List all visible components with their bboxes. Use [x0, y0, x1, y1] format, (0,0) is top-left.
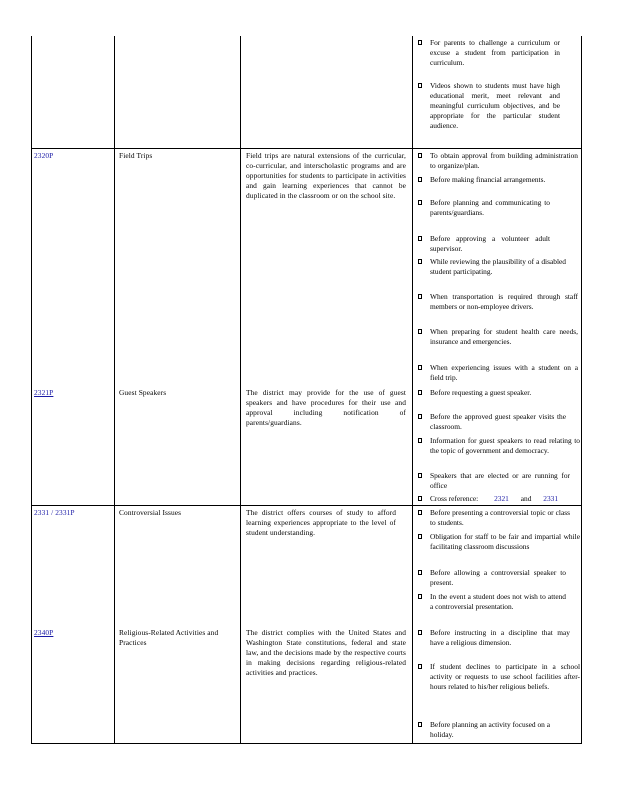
checkbox-bullet-icon: [418, 259, 422, 264]
checkbox-bullet-icon: [418, 414, 422, 419]
cross-reference-link[interactable]: 2321: [494, 494, 509, 503]
list-item: Before presenting a controversial topic or class to students.: [418, 508, 578, 528]
policy-code[interactable]: 2320P: [34, 151, 54, 160]
list-item: Before the approved guest speaker visits the classroom.: [418, 412, 578, 432]
list-item: Videos shown to students must have high educational merit, meet relevant and meaningful curriculum objectives, and be appropriate for the particular student audience.: [418, 81, 558, 145]
checkbox-bullet-icon: [418, 594, 422, 599]
checkbox-bullet-icon: [418, 200, 422, 205]
checkbox-bullet-icon: [418, 294, 422, 299]
checkbox-bullet-icon: [418, 473, 422, 478]
column-divider: [412, 36, 413, 744]
list-item: Before allowing a controversial speaker to present.: [418, 568, 578, 588]
cross-reference-link[interactable]: 2331: [543, 494, 559, 503]
row-divider: [31, 743, 582, 744]
column-divider: [114, 36, 115, 744]
checkbox-bullet-icon: [418, 664, 422, 669]
list-item: In the event a student does not wish to attend a controversial presentation.: [418, 592, 578, 622]
cross-reference-and: and: [520, 494, 532, 503]
cross-reference: [418, 494, 578, 504]
row-divider: [31, 148, 582, 149]
policy-description: Field trips are natural extensions of the curricular, co-curricular, and interscholastic programs and are opportunities for students to participate in activities and gain learning experiences that cannot be duplicated in the classroom or on the school site.: [246, 151, 406, 200]
checkbox-bullet-icon: [418, 534, 422, 539]
policy-title: Field Trips: [119, 151, 153, 160]
list-item: Information for guest speakers to read relating to the topic of government and democracy.: [418, 436, 578, 466]
policy-code-link[interactable]: 2321P: [34, 388, 54, 397]
list-item: Before planning an activity focused on a holiday.: [418, 720, 578, 740]
checkbox-bullet-icon: [418, 510, 422, 515]
checkbox-bullet-icon: [418, 365, 422, 370]
checkbox-bullet-icon: [418, 83, 422, 88]
list-item: When preparing for student health care needs, insurance and emergencies.: [418, 327, 578, 357]
list-item: When experiencing issues with a student on a field trip.: [418, 363, 578, 383]
cross-reference-label: Cross reference:: [430, 494, 479, 503]
list-item: Speakers that are elected or are running for office: [418, 471, 578, 491]
policy-description: The district may provide for the use of guest speakers and have procedures for their use and approval including notification of parents/guardians.: [246, 388, 406, 427]
policy-code-link[interactable]: 2340P: [34, 628, 54, 637]
list-item: Before requesting a guest speaker.: [418, 388, 578, 408]
checkbox-bullet-icon: [418, 329, 422, 334]
checkbox-bullet-icon: [418, 496, 422, 501]
list-item: While reviewing the plausibility of a disabled student participating.: [418, 257, 578, 287]
checkbox-bullet-icon: [418, 570, 422, 575]
policy-title: Guest Speakers: [119, 388, 167, 397]
checkbox-bullet-icon: [418, 153, 422, 158]
list-item: Before approving a volunteer adult supervisor.: [418, 234, 578, 254]
checkbox-bullet-icon: [418, 40, 422, 45]
checkbox-bullet-icon: [418, 390, 422, 395]
policy-title: Religious-Related Activities and Practices: [119, 628, 219, 647]
checkbox-bullet-icon: [418, 722, 422, 727]
list-item: Obligation for staff to be fair and impartial while facilitating classroom discussions: [418, 532, 578, 562]
row-divider: [31, 505, 582, 506]
policy-title: Controversial Issues: [119, 508, 182, 517]
list-item: Before making financial arrangements.: [418, 175, 578, 195]
checkbox-bullet-icon: [418, 630, 422, 635]
checkbox-bullet-icon: [418, 177, 422, 182]
checkbox-bullet-icon: [418, 236, 422, 241]
policy-description: The district offers courses of study to afford learning experiences appropriate to the level of student understanding.: [246, 508, 396, 537]
column-divider: [31, 36, 32, 744]
list-item: If student declines to participate in a school activity or requests to use school facilities after-hours related to his/her religious beliefs.: [418, 662, 578, 718]
list-item: To obtain approval from building administration to organize/plan.: [418, 151, 578, 171]
list-item: Before planning and communicating to parents/guardians.: [418, 198, 578, 228]
column-divider: [581, 36, 582, 744]
column-divider: [240, 36, 241, 744]
policy-code[interactable]: 2331 / 2331P: [34, 508, 75, 517]
list-item: When transportation is required through staff members or non-employee drivers.: [418, 292, 578, 322]
policy-description: The district complies with the United States and Washington State constitutions, federal and state law, and the decisions made by the respective courts in making decisions regarding religious-related activities and practices.: [246, 628, 406, 677]
list-item: For parents to challenge a curriculum or excuse a student from participation in curriculum.: [418, 38, 558, 68]
checkbox-bullet-icon: [418, 438, 422, 443]
list-item: Before instructing in a discipline that may have a religious dimension.: [418, 628, 578, 658]
